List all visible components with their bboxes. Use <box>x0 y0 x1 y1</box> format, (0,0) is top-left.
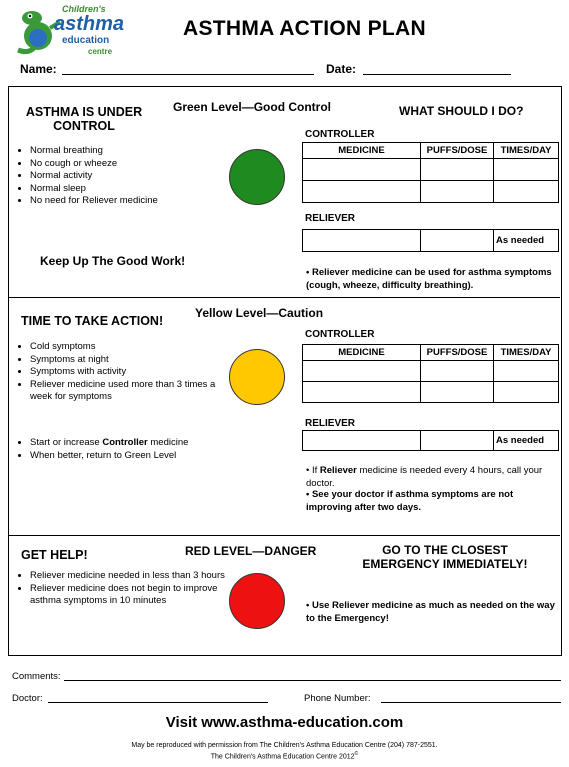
col-times: TIMES/DAY <box>494 345 559 361</box>
comments-field[interactable] <box>64 680 561 681</box>
table-cell[interactable] <box>421 431 494 451</box>
list-item: • Normal activity <box>30 170 158 183</box>
table-cell[interactable] <box>421 159 494 181</box>
note-text: If <box>311 465 320 476</box>
logo-line4: centre <box>88 47 113 56</box>
green-symptoms <box>12 145 158 208</box>
col-medicine: MEDICINE <box>303 345 421 361</box>
col-puffs: PUFFS/DOSE <box>421 345 494 361</box>
table-cell[interactable] <box>421 361 494 382</box>
what-should-i-do: WHAT SHOULD I DO? <box>399 104 524 118</box>
green-reliever-label: RELIEVER <box>305 213 356 224</box>
table-cell[interactable] <box>303 382 421 403</box>
green-controller-table <box>302 142 559 203</box>
col-medicine: MEDICINE <box>303 143 421 159</box>
col-times: TIMES/DAY <box>494 143 559 159</box>
yellow-symptoms <box>12 341 230 404</box>
keep-up-text: Keep Up The Good Work! <box>40 254 186 268</box>
list-item: • Reliever medicine does not begin to improve asthma symptoms in 10 minutes <box>30 583 230 608</box>
go-to-emergency: GO TO THE CLOSEST EMERGENCY IMMEDIATELY! <box>362 543 528 571</box>
copyright-text: The Children's Asthma Education Centre 2012 <box>210 753 355 761</box>
name-label: Name: <box>20 62 57 76</box>
green-light-circle <box>229 149 285 205</box>
divider-green-yellow <box>8 297 560 298</box>
name-field[interactable] <box>62 74 314 75</box>
phone-field[interactable] <box>381 702 561 703</box>
as-needed-cell: As needed <box>494 431 559 451</box>
list-item: • No need for Reliever medicine <box>30 195 158 208</box>
list-item: • Cold symptoms <box>30 341 230 354</box>
yellow-actions <box>12 437 260 462</box>
list-item: • Normal breathing <box>30 145 158 158</box>
yellow-controller-table <box>302 344 559 403</box>
table-cell[interactable] <box>303 431 421 451</box>
note-text: See your doctor if asthma symptoms are not improving after two days. <box>306 489 514 513</box>
logo-line3: education <box>62 35 110 46</box>
green-note: • Reliever medicine can be used for asthma symptoms (cough, wheeze, difficulty breathing). <box>306 267 552 291</box>
table-cell[interactable] <box>494 159 559 181</box>
note-text: medicine can be used for asthma symptoms (cough, wheeze, difficulty breathing). <box>306 267 552 291</box>
yellow-level-title: Yellow Level—Caution <box>195 306 324 320</box>
divider-yellow-red <box>8 535 560 536</box>
as-needed-cell: As needed <box>494 230 559 252</box>
green-heading: ASTHMA IS UNDER CONTROL <box>25 105 143 133</box>
yellow-note-1: • If Reliever medicine is needed every 4 hours, call your doctor. <box>306 465 543 489</box>
green-reliever-table <box>302 229 559 252</box>
yellow-reliever-table <box>302 430 559 451</box>
table-cell[interactable] <box>303 230 421 252</box>
list-item: • Symptoms at night <box>30 354 230 367</box>
note-text: Use <box>311 600 333 611</box>
logo-line1: Children's <box>62 4 106 14</box>
footer-copyright <box>0 751 569 760</box>
red-symptoms <box>12 570 230 608</box>
doctor-label: Doctor: <box>12 693 43 704</box>
table-cell[interactable] <box>303 181 421 203</box>
visit-website: Visit www.asthma-education.com <box>165 714 404 731</box>
page-title: ASTHMA ACTION PLAN <box>183 17 426 40</box>
table-cell[interactable] <box>494 361 559 382</box>
yellow-reliever-label: RELIEVER <box>305 418 356 429</box>
red-note: • Use Reliever medicine as much as needed on the way to the Emergency! <box>306 600 555 624</box>
controller-bold: Controller <box>102 437 148 448</box>
action-text: Start or increase <box>30 437 103 448</box>
red-level-title: RED LEVEL—DANGER <box>185 544 317 558</box>
date-label: Date: <box>326 62 357 76</box>
red-heading: GET HELP! <box>21 548 88 562</box>
copyright-symbol: © <box>354 751 359 757</box>
doctor-field[interactable] <box>48 702 268 703</box>
table-cell[interactable] <box>421 382 494 403</box>
phone-label: Phone Number: <box>304 693 371 704</box>
note-text: medicine is needed every 4 hours, call your doctor. <box>306 465 543 489</box>
list-item: • Reliever medicine used more than 3 times a week for symptoms <box>30 379 230 404</box>
col-puffs: PUFFS/DOSE <box>421 143 494 159</box>
reliever-bold: Reliever <box>319 465 357 476</box>
date-field[interactable] <box>363 74 511 75</box>
comments-label: Comments: <box>12 671 61 682</box>
reliever-bold: Reliever <box>332 600 370 611</box>
red-light-circle <box>229 573 285 629</box>
green-controller-label: CONTROLLER <box>305 129 375 140</box>
yellow-heading: TIME TO TAKE ACTION! <box>21 314 164 328</box>
yellow-note-2: • See your doctor if asthma symptoms are not improving after two days. <box>306 489 514 513</box>
table-cell[interactable] <box>421 230 494 252</box>
table-cell[interactable] <box>421 181 494 203</box>
list-item: • Normal sleep <box>30 183 158 196</box>
table-cell[interactable] <box>494 382 559 403</box>
table-cell[interactable] <box>494 181 559 203</box>
logo <box>14 4 164 56</box>
note-text: medicine as much as needed on the way to the Emergency! <box>306 600 555 624</box>
logo-line2: asthma <box>54 13 125 35</box>
table-cell[interactable] <box>303 159 421 181</box>
footer-permission: May be reproduced with permission from The Children's Asthma Education Centre (204) 787-2551. <box>131 742 438 749</box>
green-level-title: Green Level—Good Control <box>173 100 332 114</box>
list-item: • Symptoms with activity <box>30 366 230 379</box>
yellow-controller-label: CONTROLLER <box>305 329 375 340</box>
list-item: • Reliever medicine needed in less than 3 hours <box>30 570 230 583</box>
list-item: • When better, return to Green Level <box>30 450 260 463</box>
action-text: medicine <box>147 437 189 448</box>
table-cell[interactable] <box>303 361 421 382</box>
list-item <box>30 437 260 450</box>
reliever-bold: Reliever <box>311 267 349 278</box>
yellow-light-circle <box>229 349 285 405</box>
list-item: • No cough or wheeze <box>30 158 158 171</box>
